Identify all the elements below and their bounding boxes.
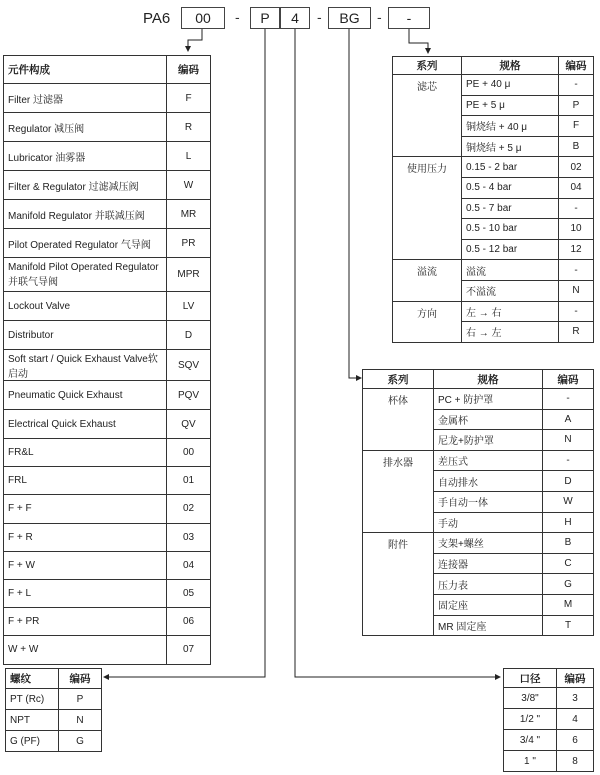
port-size: 1 " <box>504 751 557 772</box>
spec-value: 尼龙+防护罩 <box>434 430 543 451</box>
code-value: G <box>543 574 594 595</box>
component-code: QV <box>167 410 211 439</box>
table-row <box>4 410 211 439</box>
series-label: 附件 <box>363 533 434 636</box>
component-header: 元件构成 <box>4 56 167 84</box>
component-name: Pilot Operated Regulator 气导阀 <box>4 229 167 258</box>
model-prefix: PA6 <box>143 10 171 27</box>
table-row <box>4 636 211 664</box>
thread-code: P <box>59 689 102 710</box>
code-separator: - <box>317 9 322 25</box>
spec-value: 0.5 - 10 bar <box>462 219 559 240</box>
code-value: 04 <box>559 177 594 198</box>
code-value: - <box>559 75 594 96</box>
table-row <box>4 495 211 523</box>
component-name: FR&L <box>4 439 167 467</box>
component-name: Regulator 减压阀 <box>4 113 167 142</box>
port-code: 6 <box>557 730 594 751</box>
table-row <box>4 258 211 292</box>
thread-name: G (PF) <box>6 731 59 752</box>
code-segment-series: - <box>388 7 430 29</box>
table-row <box>504 709 594 730</box>
code-separator: - <box>377 9 382 25</box>
code-value: 02 <box>559 157 594 178</box>
spec-value: PC + 防护罩 <box>434 389 543 410</box>
spec-value: 0.5 - 4 bar <box>462 177 559 198</box>
code-value: B <box>559 136 594 157</box>
code-value: A <box>543 409 594 430</box>
component-code: 02 <box>167 495 211 523</box>
spec-value: PE + 5 μ <box>462 95 559 116</box>
spec-value: 支架+螺丝 <box>434 533 543 554</box>
thread-table <box>5 668 102 752</box>
code-value: 10 <box>559 219 594 240</box>
code-header: 编码 <box>167 56 211 84</box>
table-row <box>504 751 594 772</box>
table-row <box>4 200 211 229</box>
code-value: H <box>543 512 594 533</box>
thread-name: PT (Rc) <box>6 689 59 710</box>
code-value: - <box>543 389 594 410</box>
component-name: Manifold Pilot Operated Regulator 并联气导阀 <box>4 258 167 292</box>
spec-value: 铜烧结 + 40 μ <box>462 116 559 137</box>
component-code: 06 <box>167 608 211 636</box>
spec-header: 规格 <box>434 370 543 389</box>
code-header: 编码 <box>59 669 102 689</box>
component-name: F + W <box>4 551 167 579</box>
component-code: MPR <box>167 258 211 292</box>
table-row <box>4 113 211 142</box>
port-size: 3/8" <box>504 688 557 709</box>
table-row <box>4 229 211 258</box>
port-code: 8 <box>557 751 594 772</box>
component-name: Pneumatic Quick Exhaust <box>4 381 167 410</box>
component-code: SQV <box>167 350 211 381</box>
thread-code: G <box>59 731 102 752</box>
code-value: P <box>559 95 594 116</box>
code-value: W <box>543 491 594 512</box>
code-value: - <box>559 198 594 219</box>
component-code: 07 <box>167 636 211 664</box>
spec-value: 右 → 左 <box>462 322 559 343</box>
table-row <box>393 157 594 178</box>
spec-value: PE + 40 μ <box>462 75 559 96</box>
table-row <box>4 608 211 636</box>
component-name: Lockout Valve <box>4 292 167 321</box>
code-value: N <box>559 280 594 301</box>
component-name: F + L <box>4 579 167 607</box>
thread-header: 螺纹 <box>6 669 59 689</box>
component-code: MR <box>167 200 211 229</box>
code-value: - <box>559 260 594 281</box>
spec-value: MR 固定座 <box>434 615 543 636</box>
series-header: 系列 <box>393 57 462 75</box>
component-code: W <box>167 171 211 200</box>
table-row <box>4 467 211 495</box>
table-row <box>363 389 594 410</box>
spec-value: 0.15 - 2 bar <box>462 157 559 178</box>
code-value: 12 <box>559 239 594 260</box>
table-row <box>4 142 211 171</box>
code-separator: - <box>235 9 240 25</box>
component-code: 04 <box>167 551 211 579</box>
table-row <box>4 579 211 607</box>
table-row <box>504 688 594 709</box>
spec-value: 溢流 <box>462 260 559 281</box>
component-name: Lubricator 油雾器 <box>4 142 167 171</box>
series-label: 溢流 <box>393 260 462 301</box>
table-row <box>4 439 211 467</box>
table-row <box>363 450 594 471</box>
spec-value: 手动 <box>434 512 543 533</box>
spec-header: 规格 <box>462 57 559 75</box>
component-name: FRL <box>4 467 167 495</box>
table-row <box>4 523 211 551</box>
code-value: M <box>543 594 594 615</box>
component-code: 03 <box>167 523 211 551</box>
spec-value: 铜烧结 + 5 μ <box>462 136 559 157</box>
code-header: 编码 <box>557 669 594 688</box>
series-label: 杯体 <box>363 389 434 451</box>
port-code: 4 <box>557 709 594 730</box>
table-row <box>393 301 594 322</box>
code-header: 编码 <box>559 57 594 75</box>
component-name: F + PR <box>4 608 167 636</box>
spec-value: 0.5 - 7 bar <box>462 198 559 219</box>
table-row <box>4 551 211 579</box>
spec-value: 0.5 - 12 bar <box>462 239 559 260</box>
component-name: F + R <box>4 523 167 551</box>
port-size: 3/4 " <box>504 730 557 751</box>
series-label: 使用压力 <box>393 157 462 260</box>
component-table <box>3 55 211 665</box>
component-code: PR <box>167 229 211 258</box>
component-code: R <box>167 113 211 142</box>
component-code: 05 <box>167 579 211 607</box>
table-row <box>6 731 102 752</box>
component-code: 01 <box>167 467 211 495</box>
component-name: Manifold Regulator 并联减压阀 <box>4 200 167 229</box>
port-size: 1/2 " <box>504 709 557 730</box>
spec-value: 固定座 <box>434 594 543 615</box>
series-label: 方向 <box>393 301 462 342</box>
table-row <box>4 321 211 350</box>
series-label: 滤芯 <box>393 75 462 157</box>
bowl-table <box>362 369 594 636</box>
code-value: - <box>559 301 594 322</box>
component-name: Filter 过滤器 <box>4 84 167 113</box>
table-row <box>504 730 594 751</box>
code-value: F <box>559 116 594 137</box>
table-row <box>6 689 102 710</box>
port-code: 3 <box>557 688 594 709</box>
code-segment-component: 00 <box>181 7 225 29</box>
code-header: 编码 <box>543 370 594 389</box>
spec-value: 金属杯 <box>434 409 543 430</box>
component-code: 00 <box>167 439 211 467</box>
code-value: N <box>543 430 594 451</box>
spec-value: 左 → 右 <box>462 301 559 322</box>
table-row <box>393 75 594 96</box>
table-row <box>393 260 594 281</box>
series-label: 排水器 <box>363 450 434 532</box>
code-value: B <box>543 533 594 554</box>
table-row <box>4 350 211 381</box>
code-value: R <box>559 322 594 343</box>
table-row <box>4 171 211 200</box>
spec-value: 连接器 <box>434 553 543 574</box>
code-value: T <box>543 615 594 636</box>
thread-code: N <box>59 710 102 731</box>
component-name: W + W <box>4 636 167 664</box>
code-value: C <box>543 553 594 574</box>
component-name: Soft start / Quick Exhaust Valve软启动 <box>4 350 167 381</box>
spec-value: 手自动一体 <box>434 491 543 512</box>
component-name: Electrical Quick Exhaust <box>4 410 167 439</box>
table-row <box>4 292 211 321</box>
spec-value: 压力表 <box>434 574 543 595</box>
table-row <box>363 533 594 554</box>
component-name: Distributor <box>4 321 167 350</box>
code-segment-thread: P <box>250 7 280 29</box>
port-table <box>503 668 594 772</box>
spec-value: 差压式 <box>434 450 543 471</box>
component-name: F + F <box>4 495 167 523</box>
component-code: F <box>167 84 211 113</box>
code-segment-bowl: BG <box>328 7 371 29</box>
table-row <box>4 84 211 113</box>
table-row <box>4 381 211 410</box>
component-code: L <box>167 142 211 171</box>
series-table <box>392 56 594 343</box>
thread-name: NPT <box>6 710 59 731</box>
table-row <box>6 710 102 731</box>
component-code: LV <box>167 292 211 321</box>
series-header: 系列 <box>363 370 434 389</box>
spec-value: 不溢流 <box>462 280 559 301</box>
port-header: 口径 <box>504 669 557 688</box>
code-segment-port: 4 <box>280 7 310 29</box>
code-value: - <box>543 450 594 471</box>
component-name: Filter & Regulator 过滤减压阀 <box>4 171 167 200</box>
spec-value: 自动排水 <box>434 471 543 492</box>
component-code: D <box>167 321 211 350</box>
component-code: PQV <box>167 381 211 410</box>
code-value: D <box>543 471 594 492</box>
